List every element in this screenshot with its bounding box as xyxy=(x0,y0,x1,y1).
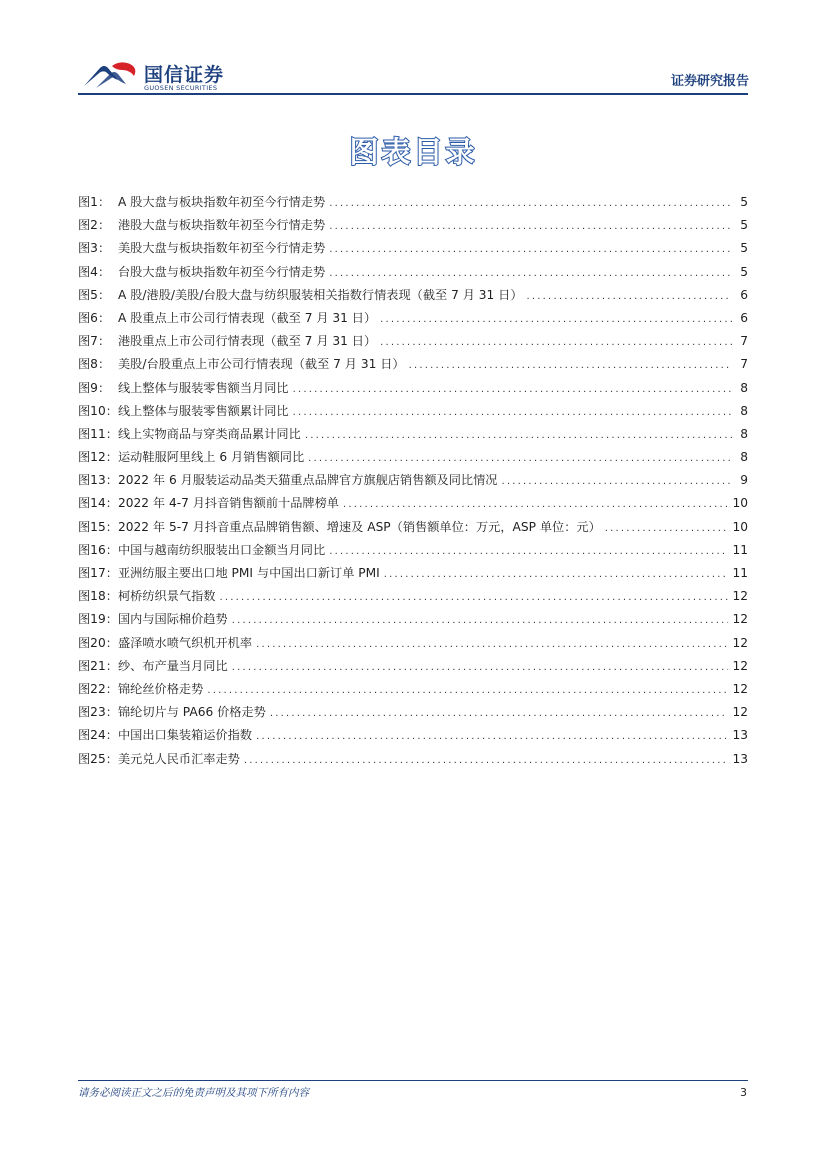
toc-leader-dots xyxy=(256,731,728,742)
toc-figure-title: A 股/港股/美股/台股大盘与纺织服装相关指数行情表现（截至 7 月 31 日） xyxy=(118,287,523,302)
toc-figure-title: 美股/台股重点上市公司行情表现（截至 7 月 31 日） xyxy=(118,357,405,372)
toc-figure-label: 图6： xyxy=(78,310,111,325)
toc-figure-label: 图15： xyxy=(78,519,118,534)
toc-leader-dots xyxy=(293,407,732,418)
toc-entry[interactable] xyxy=(78,216,748,239)
toc-figure-label: 图7： xyxy=(78,334,111,349)
toc-page-number: 8 xyxy=(740,380,748,395)
toc-figure-title: 国内与国际棉价趋势 xyxy=(118,612,228,627)
figure-toc-list xyxy=(78,193,748,773)
toc-entry[interactable] xyxy=(78,402,748,425)
toc-figure-title: 美股大盘与板块指数年初至今行情走势 xyxy=(118,241,326,256)
company-logo xyxy=(82,58,242,94)
toc-figure-title: 港股大盘与板块指数年初至今行情走势 xyxy=(118,218,326,233)
toc-page-number: 12 xyxy=(732,589,748,604)
toc-entry[interactable] xyxy=(78,239,748,262)
toc-leader-dots xyxy=(256,639,728,650)
toc-figure-title: 2022 年 5-7 月抖音重点品牌销售额、增速及 ASP（销售额单位：万元，ASP 单位：元） xyxy=(118,519,601,534)
toc-page-number: 6 xyxy=(740,287,748,302)
toc-figure-title: 柯桥纺织景气指数 xyxy=(118,589,216,604)
toc-figure-label: 图3： xyxy=(78,241,111,256)
toc-figure-label: 图14： xyxy=(78,496,118,511)
toc-figure-label: 图13： xyxy=(78,473,118,488)
toc-figure-title: 盛泽喷水喷气织机开机率 xyxy=(118,635,253,650)
toc-figure-title: A 股重点上市公司行情表现（截至 7 月 31 日） xyxy=(118,310,377,325)
toc-page-number: 8 xyxy=(740,426,748,441)
toc-entry[interactable] xyxy=(78,610,748,633)
toc-figure-label: 图19： xyxy=(78,612,118,627)
toc-leader-dots xyxy=(409,360,732,371)
logo-cn-text: 国信证券 xyxy=(144,64,225,86)
toc-leader-dots xyxy=(308,453,732,464)
toc-figure-label: 图24： xyxy=(78,728,118,743)
toc-page-number: 5 xyxy=(740,218,748,233)
toc-figure-label: 图20： xyxy=(78,635,118,650)
toc-page-number: 5 xyxy=(740,241,748,256)
toc-figure-title: 港股重点上市公司行情表现（截至 7 月 31 日） xyxy=(118,334,377,349)
toc-leader-dots xyxy=(501,476,732,487)
toc-leader-dots xyxy=(329,221,732,232)
toc-entry[interactable] xyxy=(78,286,748,309)
toc-page-number: 12 xyxy=(732,658,748,673)
toc-page-number: 11 xyxy=(732,542,748,557)
toc-leader-dots xyxy=(232,662,729,673)
toc-leader-dots xyxy=(293,384,732,395)
page-number: 3 xyxy=(740,1086,747,1099)
toc-figure-label: 图22： xyxy=(78,681,118,696)
logo-en-text: GUOSEN SECURITIES xyxy=(144,84,218,92)
toc-entry[interactable] xyxy=(78,193,748,216)
footer-disclaimer: 请务必阅读正文之后的免责声明及其项下所有内容 xyxy=(78,1087,309,1099)
toc-figure-title: 锦纶切片与 PA66 价格走势 xyxy=(118,705,266,720)
toc-page-number: 9 xyxy=(740,473,748,488)
toc-leader-dots xyxy=(329,198,732,209)
toc-entry[interactable] xyxy=(78,263,748,286)
toc-leader-dots xyxy=(605,523,729,534)
toc-page-number: 7 xyxy=(740,334,748,349)
toc-entry[interactable] xyxy=(78,494,748,517)
toc-entry[interactable] xyxy=(78,425,748,448)
toc-figure-title: 2022 年 4-7 月抖音销售额前十品牌榜单 xyxy=(118,496,339,511)
toc-page-number: 7 xyxy=(740,357,748,372)
toc-leader-dots xyxy=(220,592,729,603)
toc-page-number: 12 xyxy=(732,681,748,696)
toc-leader-dots xyxy=(232,615,729,626)
toc-figure-label: 图5： xyxy=(78,287,111,302)
toc-figure-title: 2022 年 6 月服装运动品类天猫重点品牌官方旗舰店销售额及同比情况 xyxy=(118,473,498,488)
toc-leader-dots xyxy=(527,291,732,302)
toc-figure-label: 图11： xyxy=(78,426,118,441)
toc-figure-title: A 股大盘与板块指数年初至今行情走势 xyxy=(118,195,326,209)
toc-page-number: 5 xyxy=(740,264,748,279)
toc-figure-label: 图10： xyxy=(78,403,118,418)
toc-leader-dots xyxy=(329,546,728,557)
toc-page-number: 5 xyxy=(740,195,748,209)
toc-page-number: 12 xyxy=(732,705,748,720)
toc-figure-title: 台股大盘与板块指数年初至今行情走势 xyxy=(118,264,326,279)
toc-figure-label: 图1： xyxy=(78,195,111,209)
toc-entry[interactable] xyxy=(78,448,748,471)
header-divider xyxy=(78,93,748,95)
toc-leader-dots xyxy=(207,685,728,696)
toc-leader-dots xyxy=(384,569,729,580)
toc-page-number: 13 xyxy=(732,751,748,766)
toc-figure-label: 图12： xyxy=(78,450,118,465)
toc-figure-title: 美元兑人民币汇率走势 xyxy=(118,751,240,766)
toc-leader-dots xyxy=(244,755,729,766)
toc-leader-dots xyxy=(380,314,732,325)
toc-figure-title: 运动鞋服阿里线上 6 月销售额同比 xyxy=(118,450,305,465)
toc-entry[interactable] xyxy=(78,309,748,332)
toc-entry[interactable] xyxy=(78,703,748,726)
toc-page-number: 8 xyxy=(740,403,748,418)
toc-entry[interactable] xyxy=(78,541,748,564)
toc-leader-dots xyxy=(305,430,732,441)
toc-page-number: 12 xyxy=(732,635,748,650)
toc-figure-label: 图17： xyxy=(78,566,118,580)
toc-figure-label: 图25： xyxy=(78,751,118,766)
toc-figure-title: 线上整体与服装零售额累计同比 xyxy=(118,403,289,418)
toc-entry[interactable] xyxy=(78,332,748,355)
toc-figure-title: 线上实物商品与穿类商品累计同比 xyxy=(118,426,301,441)
guosen-logo-icon xyxy=(82,58,140,92)
page-title: 图表目录 xyxy=(349,135,478,169)
toc-page-number: 12 xyxy=(732,612,748,627)
toc-entry[interactable] xyxy=(78,355,748,378)
toc-leader-dots xyxy=(329,244,732,255)
toc-leader-dots xyxy=(380,337,732,348)
toc-figure-title: 中国与越南纺织服装出口金额当月同比 xyxy=(118,542,326,557)
toc-figure-label: 图4： xyxy=(78,264,111,279)
toc-page-number: 10 xyxy=(732,496,748,511)
toc-figure-label: 图23： xyxy=(78,705,118,720)
toc-figure-label: 图21： xyxy=(78,658,118,673)
toc-figure-title: 亚洲纺服主要出口地 PMI 与中国出口新订单 PMI xyxy=(118,566,380,580)
toc-entry[interactable] xyxy=(78,750,748,773)
toc-figure-title: 锦纶丝价格走势 xyxy=(118,681,204,696)
toc-entry[interactable] xyxy=(78,657,748,680)
toc-leader-dots xyxy=(343,499,729,510)
toc-page-number: 8 xyxy=(740,450,748,465)
toc-page-number: 11 xyxy=(732,566,748,580)
toc-leader-dots xyxy=(329,268,732,279)
toc-figure-label: 图16： xyxy=(78,542,118,557)
toc-figure-label: 图9： xyxy=(78,380,111,395)
toc-entry[interactable] xyxy=(78,726,748,749)
toc-page-number: 13 xyxy=(732,728,748,743)
toc-entry[interactable] xyxy=(78,634,748,657)
toc-leader-dots xyxy=(270,708,729,719)
toc-figure-label: 图18： xyxy=(78,589,118,604)
toc-figure-title: 中国出口集装箱运价指数 xyxy=(118,728,253,743)
toc-figure-label: 图2： xyxy=(78,218,111,233)
report-type-label: 证券研究报告 xyxy=(670,74,749,89)
toc-figure-title: 线上整体与服装零售额当月同比 xyxy=(118,380,289,395)
toc-entry[interactable] xyxy=(78,564,748,587)
toc-page-number: 10 xyxy=(732,519,748,534)
toc-entry[interactable] xyxy=(78,680,748,703)
footer-divider xyxy=(78,1080,748,1081)
toc-entry[interactable] xyxy=(78,471,748,494)
toc-figure-label: 图8： xyxy=(78,357,111,372)
toc-entry[interactable] xyxy=(78,587,748,610)
toc-entry[interactable] xyxy=(78,518,748,541)
toc-page-number: 6 xyxy=(740,310,748,325)
toc-entry[interactable] xyxy=(78,379,748,402)
toc-figure-title: 纱、布产量当月同比 xyxy=(118,658,228,673)
